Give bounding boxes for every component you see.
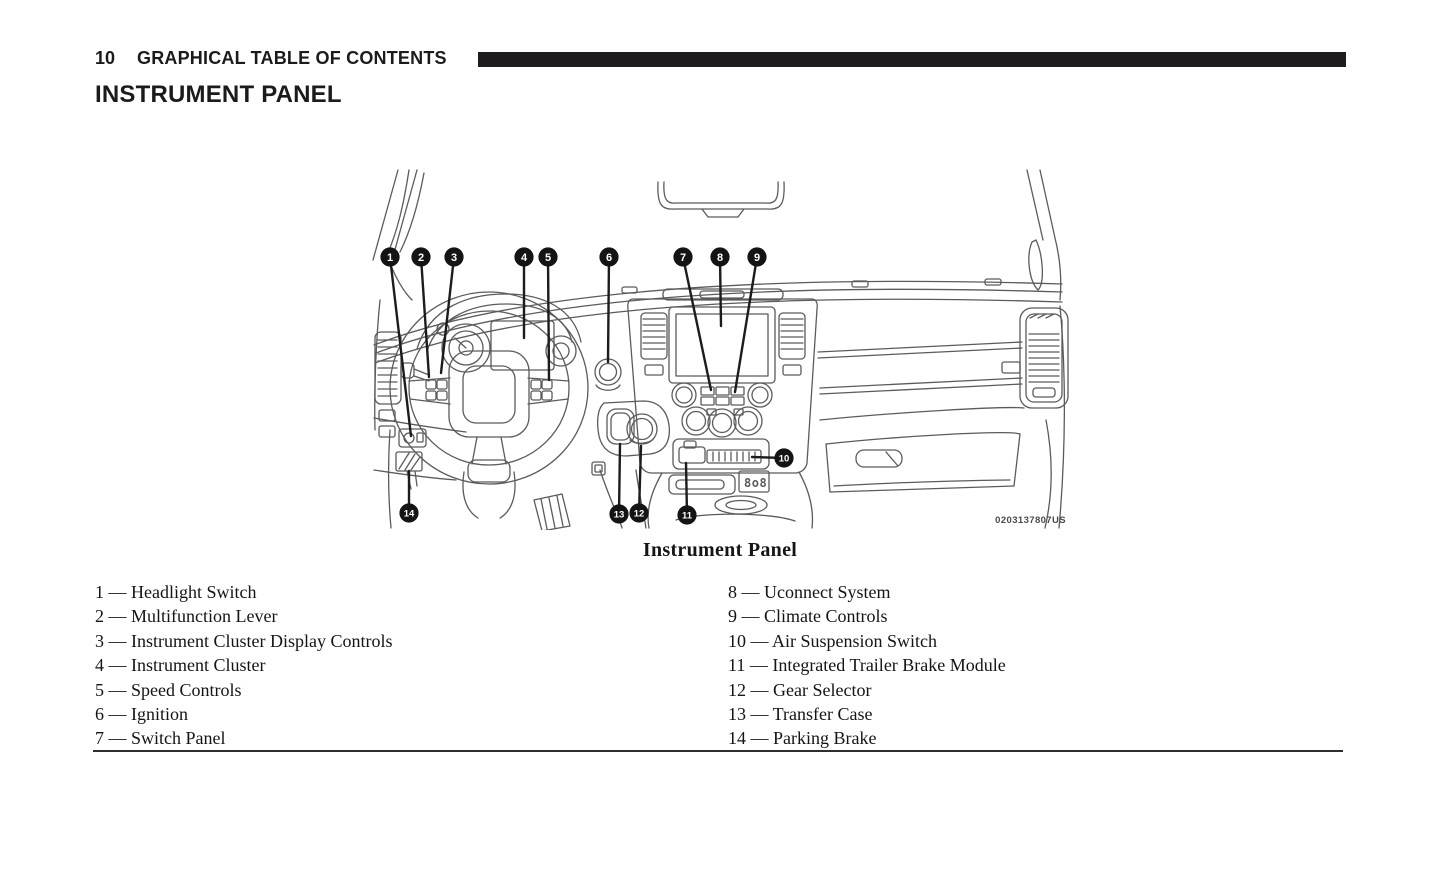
- svg-text:10: 10: [778, 453, 790, 465]
- legend-item-2: 2 — Multifunction Lever: [95, 606, 278, 627]
- glove-box: [826, 433, 1020, 492]
- svg-text:4: 4: [520, 252, 528, 264]
- callout-5: [538, 247, 557, 380]
- svg-text:5: 5: [544, 252, 552, 264]
- legend-item-14: 14 — Parking Brake: [728, 728, 877, 749]
- driver-vent-icon: [375, 332, 401, 437]
- legend-item-12: 12 — Gear Selector: [728, 679, 872, 700]
- svg-text:1: 1: [386, 252, 394, 264]
- ignition-button: [595, 359, 621, 390]
- svg-text:14: 14: [403, 508, 415, 520]
- legend-left-column: [95, 580, 725, 751]
- svg-text:9: 9: [753, 252, 761, 264]
- legend-item-10: 10 — Air Suspension Switch: [728, 630, 938, 651]
- headlight-switch: [374, 418, 466, 528]
- legend-item-9: 9 — Climate Controls: [728, 606, 888, 627]
- steering-wheel: [390, 292, 588, 518]
- header-title: GRAPHICAL TABLE OF CONTENTS: [137, 48, 447, 68]
- svg-text:7: 7: [679, 252, 687, 264]
- legend-item-4: 4 — Instrument Cluster: [95, 655, 266, 676]
- legend-right-column: [728, 580, 1348, 751]
- svg-text:13: 13: [613, 509, 625, 521]
- callout-10: [752, 448, 794, 467]
- svg-text:2: 2: [417, 252, 425, 264]
- right-a-pillar: [1027, 170, 1064, 528]
- left-a-pillar: [373, 170, 424, 430]
- legend-item-13: 13 — Transfer Case: [728, 704, 873, 725]
- accelerator-pedal: [534, 494, 570, 530]
- legend-item-11: 11 — Integrated Trailer Brake Module: [728, 655, 1006, 676]
- image-code: 0203137807US: [995, 515, 1066, 526]
- header-bar: [478, 52, 1346, 67]
- page-number: 10: [95, 48, 116, 68]
- passenger-dash: [818, 342, 1024, 420]
- legend-item-7: 7 — Switch Panel: [95, 728, 226, 749]
- trailer-brake-display: [739, 471, 769, 492]
- legend-item-3: 3 — Instrument Cluster Display Controls: [95, 630, 393, 651]
- legend-item-5: 5 — Speed Controls: [95, 679, 242, 700]
- svg-text:12: 12: [633, 508, 645, 520]
- legend-item-6: 6 — Ignition: [95, 704, 188, 725]
- console-tray: [669, 475, 735, 494]
- floor-console: [648, 472, 812, 528]
- svg-text:6: 6: [605, 252, 613, 264]
- figure-caption: Instrument Panel: [642, 539, 798, 561]
- center-stack: [628, 289, 818, 473]
- bottom-rule: [93, 750, 1343, 752]
- legend-item-8: 8 — Uconnect System: [728, 582, 891, 602]
- section-title: INSTRUMENT PANEL: [95, 81, 342, 108]
- instrument-panel-diagram: [370, 168, 1070, 530]
- callout-4: [514, 247, 533, 338]
- trailer-display-digits: 8o8: [744, 476, 768, 490]
- legend-item-1: 1 — Headlight Switch: [95, 582, 257, 602]
- svg-text:8: 8: [716, 252, 724, 264]
- callout-9: [735, 247, 767, 392]
- svg-text:11: 11: [681, 510, 693, 522]
- transfer-case-switch: [598, 401, 670, 456]
- gear-selector-knob: [627, 414, 657, 444]
- rearview-mirror-icon: [658, 182, 784, 217]
- svg-text:3: 3: [450, 252, 458, 264]
- callout-7: [673, 247, 711, 390]
- climate-controls: [672, 383, 772, 437]
